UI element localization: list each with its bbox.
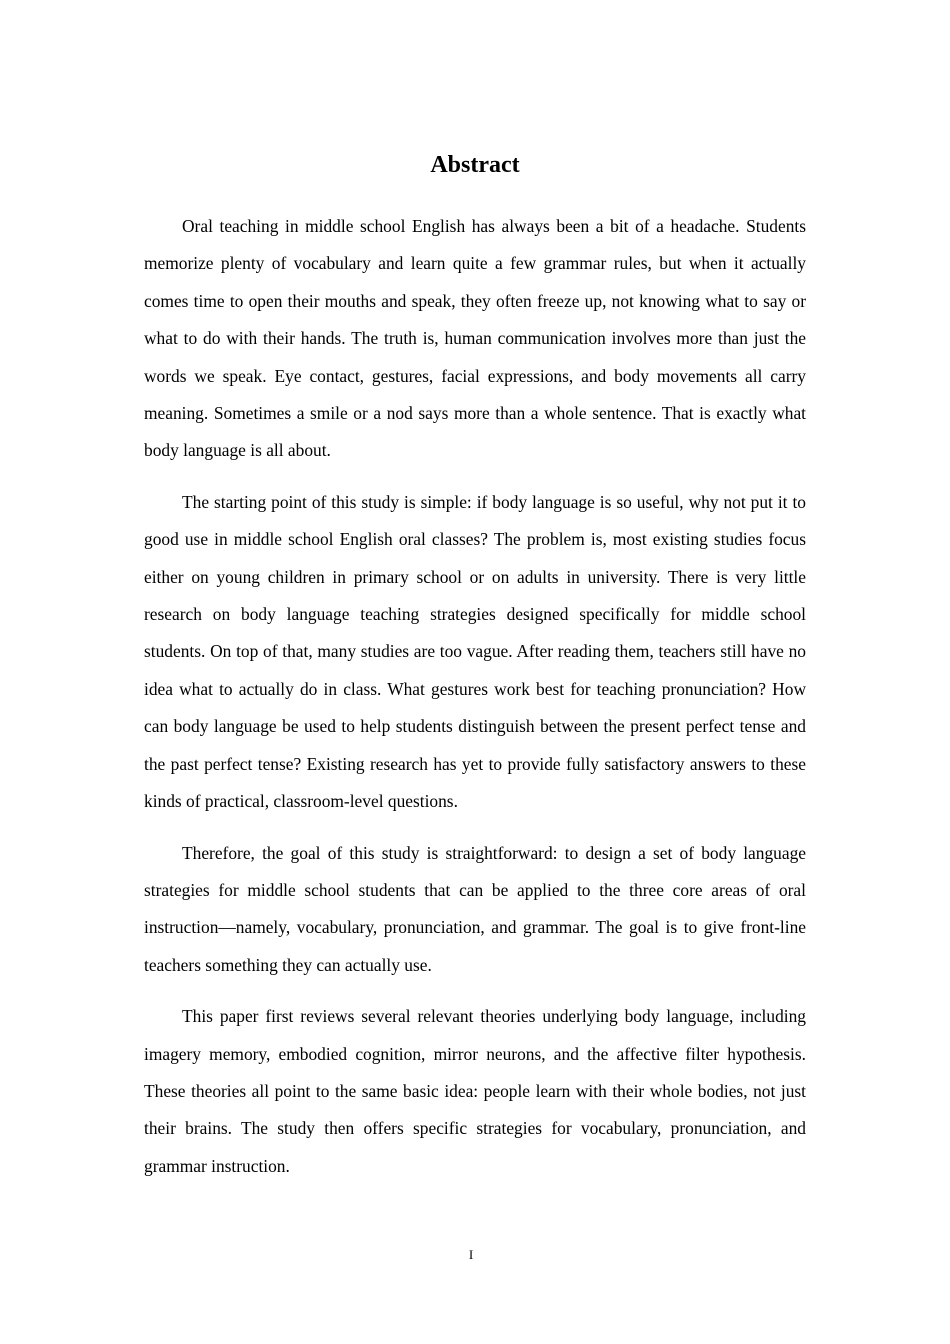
page-title: Abstract: [430, 152, 520, 178]
paragraph: This paper first reviews several relevant theories underlying body language, including imagery memory, embodied cognition, mirror neurons, and the affective filter hypothesis. These theories all point to the same basic idea: people learn with their whole bodies, not just their brains. The study then offers specific strategies for vocabulary, pronunciation, and grammar instruction.: [144, 1006, 806, 1176]
abstract-body: [144, 208, 806, 1199]
page-number: I: [468, 1247, 474, 1262]
paragraph: Oral teaching in middle school English has always been a bit of a headache. Students memorize plenty of vocabulary and learn quite a few grammar rules, but when it actually comes time to open their mouths and speak, they often freeze up, not knowing what to say or what to do with their hands. The truth is, human communication involves more than just the words we speak. Eye contact, gestures, facial expressions, and body movements all carry meaning. Sometimes a smile or a nod says more than a whole sentence. That is exactly what body language is all about.: [144, 216, 806, 461]
paragraph: Therefore, the goal of this study is straightforward: to design a set of body language strategies for middle school students that can be applied to the three core areas of oral instruction—namely, vocabulary, pronunciation, and grammar. The goal is to give front-line teachers something they can actually use.: [144, 842, 806, 975]
paragraph: The starting point of this study is simple: if body language is so useful, why not put it to good use in middle school English oral classes? The problem is, most existing studies focus either on young children in primary school or on adults in university. There is very little research on body language teaching strategies designed specifically for middle school students. On top of that, many studies are too vague. After reading them, teachers still have no idea what to actually do in class. What gestures work best for teaching pronunciation? How can body language be used to help students distinguish between the present perfect tense and the past perfect tense? Existing research has yet to provide fully satisfactory answers to these kinds of practical, classroom-level questions.: [144, 491, 806, 812]
